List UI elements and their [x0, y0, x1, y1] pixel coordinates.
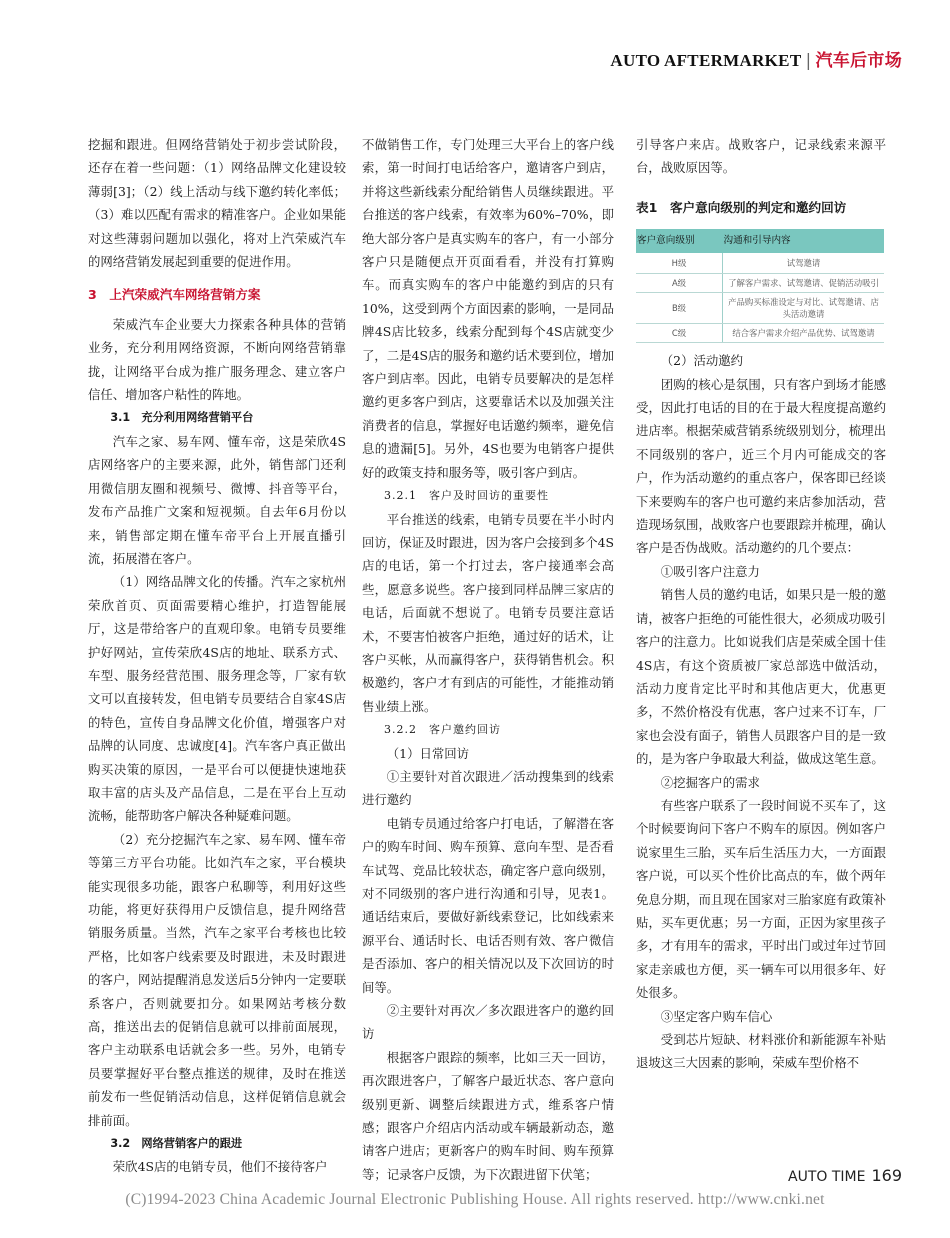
subsection-heading-3-1: 3.1 充分利用网络营销平台 [110, 411, 254, 425]
column-3 [636, 133, 886, 1075]
table-cell-content: 产品购买标准设定与对比、试驾邀请、店头活动邀请 [723, 293, 885, 324]
paragraph: 平台推送的线索，电销专员要在半小时内回访，保证及时跟进，因为客户会接到多个4S店的电话，第一个打过去，客户接通率会高些，愿意多说些。客户接到同样品牌三家店的电话，后面就不想说了。电销专员要注意话术，不要害怕被客户拒绝，通过好的话术，让客户买帐，从而赢得客户，获得销售机会。积极邀约，客户才有到店的可能性，才能推动销售业绩上涨。 [362, 511, 614, 714]
paragraph: 有些客户联系了一段时间说不买车了，这个时候要询问下客户不购车的原因。例如客户说家里生三胎，买车后生活压力大，一方面跟客户说，可以买个性价比高点的车，做个两年免息分期，而且现在国家对三胎家庭有政策补贴，买车更优惠；另一方面，正因为家里孩子多，才有用车的需求，平时出门或过年过节回家走亲戚也方便，买一辆车可以用很多年、好处很多。 [636, 797, 886, 1001]
table-cell-content: 了解客户需求、试驾邀请、促销活动吸引 [723, 274, 885, 293]
paragraph: ②挖掘客户的需求 [660, 774, 760, 790]
subsection-heading-3-2-2: 3.2.2 客户邀约回访 [384, 723, 501, 737]
table-cell-level: C级 [636, 324, 723, 343]
paragraph: 销售人员的邀约电话，如果只是一般的邀请，被客户拒绝的可能性很大，必须成功吸引客户的注意力。比如说我们店是荣威全国十佳4S店，有这个资质被厂家总部选中做活动，活动力度肯定比平时和其他店更大，优惠更多，不然价格没有优惠，客户过来不订车，厂家也会没有面子，销售人员跟客户目的是一致的，是为客户争取最大利益，做成这笔生意。 [636, 587, 886, 767]
page-footer [788, 1166, 902, 1185]
table-row [636, 293, 884, 324]
table-row [636, 324, 884, 343]
table-row [636, 274, 884, 293]
paragraph: 电销专员通过给客户打电话，了解潜在客户的购车时间、购车预算、意向车型、是否看车试驾、竞品比较状态，确定客户意向级别，对不同级别的客户进行沟通和引导，见表1。通话结束后，要做好新线索登记，比如线索来源平台、通话时长、电话否则有效、客户微信是否添加、客户的相关情况以及下次回访的时间等。 [362, 815, 614, 995]
paragraph: 受到芯片短缺、材料涨价和新能源车补贴退坡这三大因素的影响，荣威车型价格不 [636, 1032, 886, 1071]
table-row [636, 253, 884, 274]
subsection-heading-3-2: 3.2 网络营销客户的跟进 [110, 1137, 243, 1151]
paragraph: 荣欣4S店的电销专员，他们不接待客户 [112, 1159, 328, 1175]
paragraph: 不做销售工作，专门处理三大平台上的客户线索，第一时间打电话给客户，邀请客户到店，并将这些新线索分配给销售人员继续跟进。平台推送的客户线索，有效率为60%–70%，即绝大部分客户是真实购车的客户，有一小部分客户只是随便点开页面看看，并没有打算购车。而真实购车的客户中能邀约到店的只有10%，这受到两个方面因素的影响，一是同品牌4S店比较多，线索分配到每个4S店就变少了，二是4S店的服务和邀约话术要到位，增加客户到店率。因此，电销专员要解决的是怎样邀约更多客户到店，这要靠话术以及加强关注消费者的信息，掌握好电话邀约频率，避免信息的遗漏[5]。另外，4S也要为电销客户提供好的政策支持和服务等，吸引客户到店。 [362, 137, 614, 480]
header-separator: | [805, 51, 812, 71]
column-1 [88, 133, 346, 1179]
table-cell-level: H级 [636, 253, 723, 274]
paragraph: 荣威汽车企业要大力探索各种具体的营销业务，充分利用网络资源，不断向网络营销靠拢，让网络平台成为推广服务理念、建立客户信任、增加客户粘性的阵地。 [88, 316, 346, 403]
section-heading-3: 3 上汽荣威汽车网络营销方案 [88, 287, 261, 303]
paragraph: （2）充分挖掘汽车之家、易车网、懂车帝等第三方平台功能。比如汽车之家，平台模块能实现很多功能，跟客户私聊等，利用好这些功能，将更好获得用户反馈信息，提升网络营销服务质量。当然，汽车之家平台考核也比较严格，比如客户线索要及时跟进，未及时跟进的客户，网站提醒消息发送后5分钟内一定要联系客户，否则就要扣分。如果网站考核分数高，推送出去的促销信息就可以排前面展现，客户主动联系电话就会多一些。另外，电销专员要掌握好平台整点推送的规律，及时在推送前发布一些促销活动信息，这样促销信息就会排前面。 [88, 831, 346, 1128]
page-number: 169 [871, 1166, 902, 1185]
header-chinese: 汽车后市场 [815, 51, 902, 71]
table-header-content: 沟通和引导内容 [723, 229, 885, 253]
subsection-heading-3-2-1: 3.2.1 客户及时回访的重要性 [384, 489, 549, 503]
table-caption: 表1 客户意向级别的判定和邀约回访 [636, 199, 847, 215]
table-cell-content: 结合客户需求介绍产品优势、试驾邀请 [723, 324, 885, 343]
paragraph: ①主要针对首次跟进／活动搜集到的线索进行邀约 [362, 768, 614, 808]
paragraph: ②主要针对再次／多次跟进客户的邀约回访 [362, 1003, 614, 1042]
intent-level-table [636, 229, 884, 343]
table-header-level: 客户意向级别 [636, 229, 723, 253]
paragraph: （2）活动邀约 [660, 353, 744, 369]
column-2 [362, 133, 614, 1186]
running-header [610, 46, 902, 71]
paragraph: 挖掘和跟进。但网络营销处于初步尝试阶段，还存在着一些问题：（1）网络品牌文化建设较薄弱[3]；（2）线上活动与线下邀约转化率低；（3）难以匹配有需求的精准客户。企业如果能对这些薄弱问题加以强化，将对上汽荣威汽车的网络营销发展起到重要的促进作用。 [88, 137, 346, 270]
paragraph: （1）日常回访 [386, 745, 470, 761]
table-cell-content: 试驾邀请 [723, 253, 885, 274]
footer-journal-name: AUTO TIME [788, 1169, 866, 1185]
header-english: AUTO AFTERMARKET [610, 51, 802, 70]
copyright-watermark: (C)1994-2023 China Academic Journal Electronic Publishing House. All rights reserved. http://www.cnki.net [125, 1191, 825, 1208]
table-cell-level: B级 [636, 293, 723, 324]
paragraph: 根据客户跟踪的频率，比如三天一回访，再次跟进客户，了解客户最近状态、客户意向级别更新、调整后续跟进方式，维系客户情感；跟客户介绍店内活动或车辆最新动态，邀请客户进店；更新客户的购车时间、购车预算等；记录客户反馈，为下次跟进留下伏笔； [362, 1049, 614, 1182]
paragraph: 团购的核心是氛围，只有客户到场才能感受，因此打电话的目的在于最大程度提高邀约进店率。根据荣威营销系统级别划分，梳理出不同级别的客户，近三个月内可能成交的客户，作为活动邀约的重点客户，保客即已经谈下来要购车的客户也可邀约来店参加活动，营造现场氛围，战败客户也要跟踪并梳理，确认客户是否伪战败。活动邀约的几个要点： [636, 376, 886, 556]
paragraph: ③坚定客户购车信心 [660, 1008, 773, 1024]
paragraph: （1）网络品牌文化的传播。汽车之家杭州荣欣首页、页面需要精心维护，打造智能展厅，这是带给客户的直观印象。电销专员要维护好网站，宣传荣欣4S店的地址、联系方式、车型、服务经营范围、服务理念等，厂家有软文可以直接转发，但电销专员要结合自家4S店的特色，宣传自身品牌文化价值，增强客户对品牌的认同度、忠诚度[4]。汽车客户真正做出购买决策的原因，一是平台可以便捷快速地获取丰富的店头及产品信息，二是在平台上互动流畅，能帮助客户解决各种疑难问题。 [88, 574, 346, 824]
paragraph: 引导客户来店。战败客户，记录线索来源平台，战败原因等。 [636, 137, 886, 176]
table-cell-level: A级 [636, 274, 723, 293]
paragraph: ①吸引客户注意力 [660, 563, 760, 579]
paragraph: 汽车之家、易车网、懂车帝，这是荣欣4S店网络客户的主要来源，此外，销售部门还利用微信朋友圈和视频号、微博、抖音等平台，发布产品推广文案和短视频。自去年6月份以来，销售部定期在懂车帝平台上开展直播引流，拓展潜在客户。 [88, 433, 346, 566]
